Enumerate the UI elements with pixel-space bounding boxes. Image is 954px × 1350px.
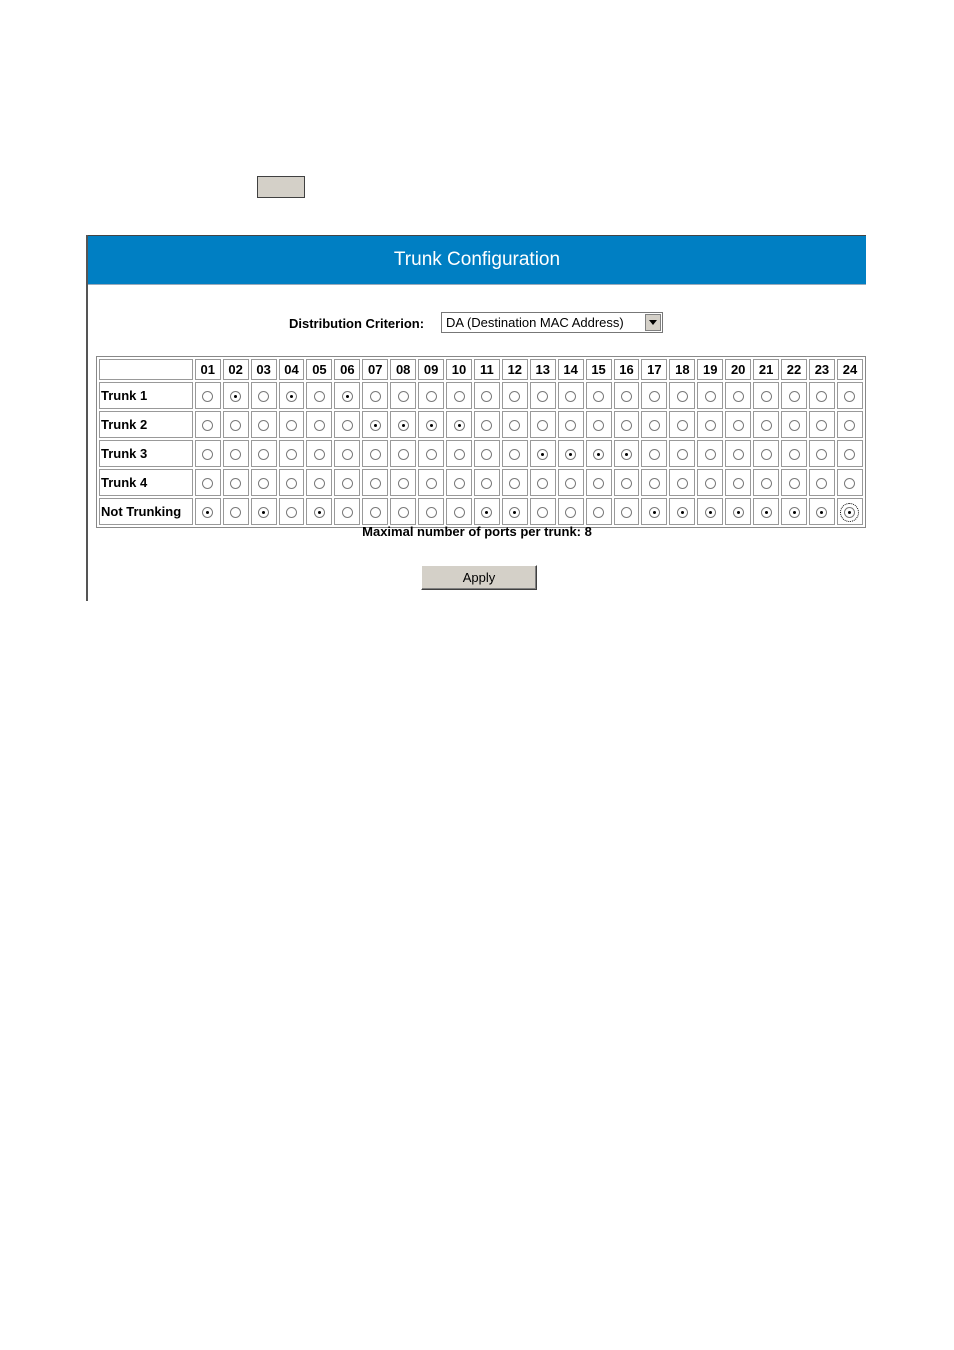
radio-port-07[interactable] <box>370 449 381 460</box>
radio-port-18[interactable] <box>677 449 688 460</box>
port-cell <box>251 469 277 496</box>
radio-port-19[interactable] <box>705 449 716 460</box>
radio-port-15[interactable] <box>593 507 604 518</box>
radio-port-16[interactable] <box>621 507 632 518</box>
port-cell <box>781 411 807 438</box>
radio-port-21[interactable] <box>761 478 772 489</box>
radio-port-14[interactable] <box>565 391 576 402</box>
port-cell <box>474 469 500 496</box>
port-header-08: 08 <box>390 359 416 380</box>
port-header-19: 19 <box>697 359 723 380</box>
radio-port-22[interactable] <box>789 391 800 402</box>
port-cell <box>251 382 277 409</box>
port-cell <box>725 469 751 496</box>
radio-port-14[interactable] <box>565 507 576 518</box>
radio-port-06[interactable] <box>342 478 353 489</box>
port-cell <box>837 382 863 409</box>
port-cell <box>362 411 388 438</box>
radio-port-13[interactable] <box>537 449 548 460</box>
port-cell <box>334 498 360 525</box>
port-cell <box>279 411 305 438</box>
radio-port-13[interactable] <box>537 391 548 402</box>
radio-port-03[interactable] <box>258 478 269 489</box>
port-cell <box>279 469 305 496</box>
radio-port-01[interactable] <box>202 391 213 402</box>
port-cell <box>697 498 723 525</box>
port-cell <box>697 469 723 496</box>
radio-port-06[interactable] <box>342 507 353 518</box>
radio-port-24[interactable] <box>844 391 855 402</box>
radio-port-09[interactable] <box>426 449 437 460</box>
port-cell <box>195 411 221 438</box>
port-cell <box>753 411 779 438</box>
radio-port-05[interactable] <box>314 420 325 431</box>
radio-port-19[interactable] <box>705 478 716 489</box>
radio-port-17[interactable] <box>649 507 660 518</box>
radio-port-21[interactable] <box>761 391 772 402</box>
trunk-port-table <box>96 356 866 528</box>
radio-port-14[interactable] <box>565 420 576 431</box>
trunk-config-panel <box>86 235 866 601</box>
port-cell <box>530 382 556 409</box>
dropdown-button[interactable] <box>645 314 661 331</box>
distribution-label: Distribution Criterion: <box>289 316 425 331</box>
port-cell <box>781 382 807 409</box>
port-cell <box>279 382 305 409</box>
port-cell <box>390 382 416 409</box>
port-cell <box>781 469 807 496</box>
radio-port-20[interactable] <box>733 507 744 518</box>
port-cell <box>195 498 221 525</box>
radio-port-16[interactable] <box>621 391 632 402</box>
port-cell <box>837 498 863 525</box>
port-cell <box>502 498 528 525</box>
radio-port-03[interactable] <box>258 449 269 460</box>
max-ports-note: Maximal number of ports per trunk: 8 <box>362 524 592 539</box>
radio-port-20[interactable] <box>733 420 744 431</box>
radio-port-08[interactable] <box>398 420 409 431</box>
radio-port-21[interactable] <box>761 449 772 460</box>
port-cell <box>530 411 556 438</box>
port-cell <box>586 382 612 409</box>
radio-port-10[interactable] <box>454 507 465 518</box>
port-cell <box>502 382 528 409</box>
port-cell <box>362 440 388 467</box>
radio-port-13[interactable] <box>537 420 548 431</box>
port-cell <box>586 440 612 467</box>
radio-port-05[interactable] <box>314 507 325 518</box>
port-cell <box>809 411 835 438</box>
radio-port-11[interactable] <box>481 420 492 431</box>
radio-port-13[interactable] <box>537 507 548 518</box>
row-label: Trunk 3 <box>99 440 193 467</box>
radio-port-19[interactable] <box>705 391 716 402</box>
port-cell <box>837 411 863 438</box>
port-header-17: 17 <box>641 359 667 380</box>
port-cell <box>502 469 528 496</box>
radio-port-01[interactable] <box>202 449 213 460</box>
radio-port-10[interactable] <box>454 449 465 460</box>
port-cell <box>306 411 332 438</box>
port-cell <box>697 440 723 467</box>
port-header-12: 12 <box>502 359 528 380</box>
port-header-14: 14 <box>558 359 584 380</box>
radio-port-09[interactable] <box>426 420 437 431</box>
port-cell <box>334 440 360 467</box>
port-cell <box>641 469 667 496</box>
radio-port-18[interactable] <box>677 420 688 431</box>
port-header-11: 11 <box>474 359 500 380</box>
port-cell <box>446 469 472 496</box>
radio-port-10[interactable] <box>454 478 465 489</box>
port-cell <box>530 498 556 525</box>
port-cell <box>641 411 667 438</box>
port-header-18: 18 <box>669 359 695 380</box>
radio-port-17[interactable] <box>649 478 660 489</box>
port-header-13: 13 <box>530 359 556 380</box>
radio-port-17[interactable] <box>649 449 660 460</box>
radio-port-12[interactable] <box>509 507 520 518</box>
radio-port-09[interactable] <box>426 391 437 402</box>
chevron-down-icon <box>649 320 657 325</box>
port-cell <box>586 498 612 525</box>
port-cell <box>614 382 640 409</box>
port-cell <box>725 440 751 467</box>
port-header-07: 07 <box>362 359 388 380</box>
port-header-22: 22 <box>781 359 807 380</box>
port-cell <box>614 498 640 525</box>
port-cell <box>586 411 612 438</box>
radio-port-02[interactable] <box>230 478 241 489</box>
port-header-23: 23 <box>809 359 835 380</box>
distribution-select[interactable] <box>441 312 663 333</box>
port-cell <box>558 498 584 525</box>
radio-port-15[interactable] <box>593 420 604 431</box>
radio-port-23[interactable] <box>816 449 827 460</box>
port-cell <box>614 411 640 438</box>
panel-title: Trunk Configuration <box>88 235 866 285</box>
radio-port-20[interactable] <box>733 391 744 402</box>
port-header-row <box>99 359 863 380</box>
port-cell <box>418 498 444 525</box>
port-cell <box>837 440 863 467</box>
port-cell <box>418 411 444 438</box>
radio-port-11[interactable] <box>481 478 492 489</box>
radio-port-06[interactable] <box>342 420 353 431</box>
radio-port-04[interactable] <box>286 391 297 402</box>
radio-port-08[interactable] <box>398 449 409 460</box>
radio-port-02[interactable] <box>230 391 241 402</box>
radio-port-12[interactable] <box>509 420 520 431</box>
radio-port-02[interactable] <box>230 507 241 518</box>
radio-port-23[interactable] <box>816 478 827 489</box>
port-cell <box>195 440 221 467</box>
port-cell <box>334 411 360 438</box>
port-header-10: 10 <box>446 359 472 380</box>
radio-port-15[interactable] <box>593 449 604 460</box>
port-cell <box>251 411 277 438</box>
radio-port-11[interactable] <box>481 507 492 518</box>
port-cell <box>223 440 249 467</box>
radio-port-22[interactable] <box>789 478 800 489</box>
port-cell <box>362 469 388 496</box>
radio-port-23[interactable] <box>816 507 827 518</box>
radio-port-06[interactable] <box>342 391 353 402</box>
port-cell <box>279 498 305 525</box>
radio-port-15[interactable] <box>593 478 604 489</box>
table-row <box>99 498 863 525</box>
port-cell <box>362 498 388 525</box>
port-cell <box>446 498 472 525</box>
port-cell <box>753 440 779 467</box>
port-header-15: 15 <box>586 359 612 380</box>
radio-port-14[interactable] <box>565 449 576 460</box>
radio-port-20[interactable] <box>733 478 744 489</box>
port-cell <box>223 469 249 496</box>
radio-port-09[interactable] <box>426 478 437 489</box>
radio-port-05[interactable] <box>314 449 325 460</box>
radio-port-02[interactable] <box>230 449 241 460</box>
port-cell <box>195 382 221 409</box>
port-header-09: 09 <box>418 359 444 380</box>
radio-port-22[interactable] <box>789 507 800 518</box>
row-label: Trunk 4 <box>99 469 193 496</box>
radio-port-18[interactable] <box>677 478 688 489</box>
radio-port-12[interactable] <box>509 391 520 402</box>
port-cell <box>614 469 640 496</box>
port-cell <box>306 382 332 409</box>
radio-port-15[interactable] <box>593 391 604 402</box>
port-header-16: 16 <box>614 359 640 380</box>
radio-port-17[interactable] <box>649 420 660 431</box>
port-cell <box>223 382 249 409</box>
radio-port-24[interactable] <box>844 449 855 460</box>
table-row <box>99 411 863 438</box>
port-cell <box>725 411 751 438</box>
port-cell <box>195 469 221 496</box>
port-header-04: 04 <box>279 359 305 380</box>
table-row <box>99 469 863 496</box>
radio-port-16[interactable] <box>621 478 632 489</box>
port-cell <box>781 440 807 467</box>
port-header-05: 05 <box>306 359 332 380</box>
port-cell <box>558 382 584 409</box>
radio-port-10[interactable] <box>454 391 465 402</box>
radio-port-14[interactable] <box>565 478 576 489</box>
port-cell <box>725 382 751 409</box>
port-cell <box>502 411 528 438</box>
port-cell <box>669 382 695 409</box>
radio-port-18[interactable] <box>677 507 688 518</box>
radio-port-01[interactable] <box>202 420 213 431</box>
port-cell <box>669 498 695 525</box>
port-cell <box>697 382 723 409</box>
port-cell <box>390 498 416 525</box>
port-cell <box>223 498 249 525</box>
radio-port-09[interactable] <box>426 507 437 518</box>
port-cell <box>418 469 444 496</box>
radio-port-01[interactable] <box>202 507 213 518</box>
port-header-20: 20 <box>725 359 751 380</box>
port-cell <box>446 440 472 467</box>
port-cell <box>306 498 332 525</box>
radio-port-12[interactable] <box>509 478 520 489</box>
radio-port-08[interactable] <box>398 507 409 518</box>
port-cell <box>753 498 779 525</box>
row-label: Trunk 1 <box>99 382 193 409</box>
port-cell <box>530 469 556 496</box>
apply-button[interactable]: Apply <box>421 565 537 590</box>
port-cell <box>362 382 388 409</box>
port-cell <box>641 382 667 409</box>
port-cell <box>669 469 695 496</box>
radio-port-06[interactable] <box>342 449 353 460</box>
radio-port-01[interactable] <box>202 478 213 489</box>
port-cell <box>446 411 472 438</box>
radio-port-24[interactable] <box>844 507 855 518</box>
radio-port-03[interactable] <box>258 420 269 431</box>
port-cell <box>586 469 612 496</box>
port-cell <box>558 440 584 467</box>
radio-port-04[interactable] <box>286 449 297 460</box>
port-cell <box>641 440 667 467</box>
row-label: Not Trunking <box>99 498 193 525</box>
port-cell <box>474 411 500 438</box>
port-cell <box>390 469 416 496</box>
radio-port-11[interactable] <box>481 391 492 402</box>
port-cell <box>418 440 444 467</box>
port-cell <box>641 498 667 525</box>
port-header-21: 21 <box>753 359 779 380</box>
port-cell <box>474 382 500 409</box>
radio-port-02[interactable] <box>230 420 241 431</box>
radio-port-04[interactable] <box>286 507 297 518</box>
port-cell <box>474 498 500 525</box>
port-cell <box>809 440 835 467</box>
port-cell <box>390 440 416 467</box>
radio-port-07[interactable] <box>370 420 381 431</box>
port-cell <box>251 440 277 467</box>
radio-port-16[interactable] <box>621 449 632 460</box>
port-cell <box>614 440 640 467</box>
gray-button[interactable] <box>257 176 305 198</box>
radio-port-18[interactable] <box>677 391 688 402</box>
port-cell <box>251 498 277 525</box>
port-cell <box>809 382 835 409</box>
radio-port-23[interactable] <box>816 420 827 431</box>
radio-port-22[interactable] <box>789 449 800 460</box>
port-cell <box>502 440 528 467</box>
port-cell <box>669 411 695 438</box>
radio-port-05[interactable] <box>314 478 325 489</box>
radio-port-19[interactable] <box>705 420 716 431</box>
radio-port-21[interactable] <box>761 507 772 518</box>
distribution-row <box>88 311 866 335</box>
radio-port-17[interactable] <box>649 391 660 402</box>
port-cell <box>809 498 835 525</box>
port-cell <box>306 469 332 496</box>
row-label: Trunk 2 <box>99 411 193 438</box>
port-header-01: 01 <box>195 359 221 380</box>
port-cell <box>725 498 751 525</box>
port-cell <box>474 440 500 467</box>
port-header-06: 06 <box>334 359 360 380</box>
radio-port-10[interactable] <box>454 420 465 431</box>
port-cell <box>753 382 779 409</box>
port-cell <box>446 382 472 409</box>
port-cell <box>558 411 584 438</box>
port-cell <box>334 469 360 496</box>
table-row <box>99 382 863 409</box>
port-cell <box>334 382 360 409</box>
port-cell <box>390 411 416 438</box>
port-header-03: 03 <box>251 359 277 380</box>
port-cell <box>306 440 332 467</box>
radio-port-03[interactable] <box>258 391 269 402</box>
radio-port-12[interactable] <box>509 449 520 460</box>
radio-port-13[interactable] <box>537 478 548 489</box>
header-corner <box>99 359 193 380</box>
port-cell <box>781 498 807 525</box>
port-cell <box>418 382 444 409</box>
radio-port-08[interactable] <box>398 478 409 489</box>
radio-port-11[interactable] <box>481 449 492 460</box>
radio-port-04[interactable] <box>286 420 297 431</box>
radio-port-07[interactable] <box>370 391 381 402</box>
port-cell <box>697 411 723 438</box>
port-cell <box>530 440 556 467</box>
port-header-02: 02 <box>223 359 249 380</box>
radio-port-04[interactable] <box>286 478 297 489</box>
port-cell <box>837 469 863 496</box>
table-row <box>99 440 863 467</box>
radio-port-08[interactable] <box>398 391 409 402</box>
radio-port-24[interactable] <box>844 420 855 431</box>
radio-port-21[interactable] <box>761 420 772 431</box>
port-cell <box>753 469 779 496</box>
radio-port-19[interactable] <box>705 507 716 518</box>
radio-port-24[interactable] <box>844 478 855 489</box>
radio-port-16[interactable] <box>621 420 632 431</box>
port-cell <box>558 469 584 496</box>
port-header-24: 24 <box>837 359 863 380</box>
radio-port-20[interactable] <box>733 449 744 460</box>
port-cell <box>279 440 305 467</box>
port-cell <box>669 440 695 467</box>
radio-port-05[interactable] <box>314 391 325 402</box>
radio-port-22[interactable] <box>789 420 800 431</box>
radio-port-03[interactable] <box>258 507 269 518</box>
port-cell <box>809 469 835 496</box>
port-cell <box>223 411 249 438</box>
distribution-selected-value: DA (Destination MAC Address) <box>446 315 624 330</box>
radio-port-07[interactable] <box>370 478 381 489</box>
radio-port-07[interactable] <box>370 507 381 518</box>
radio-port-23[interactable] <box>816 391 827 402</box>
